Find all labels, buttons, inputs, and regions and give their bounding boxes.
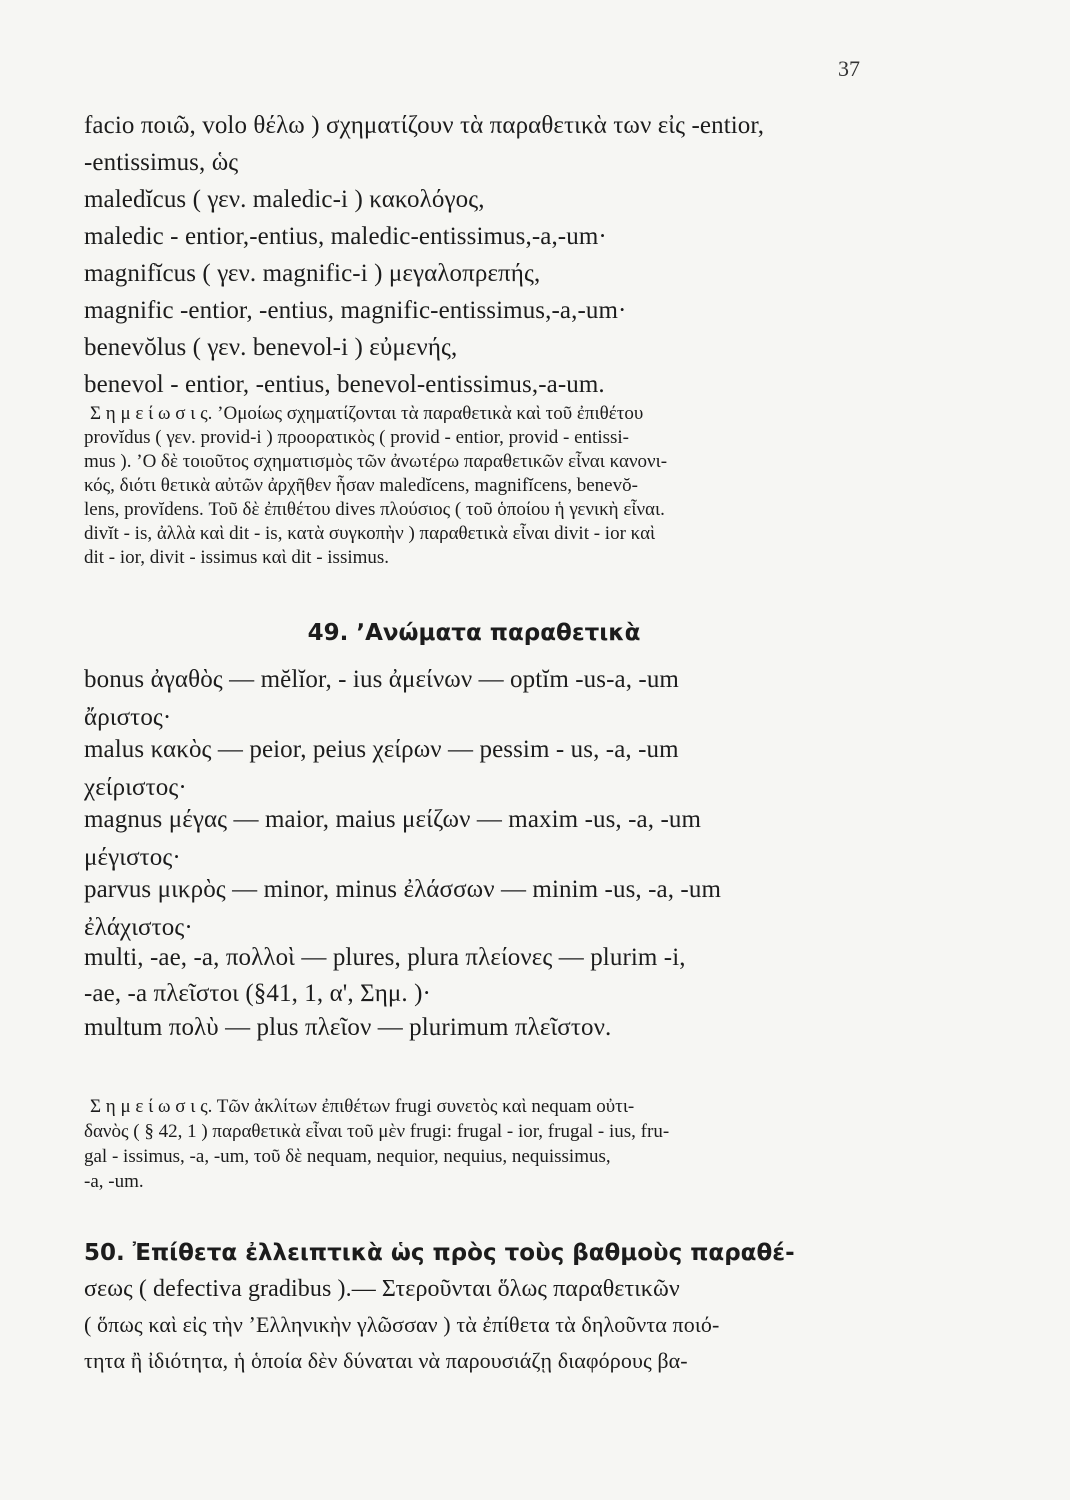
text-line: τητα ἢ ἰδιότητα, ἡ ὁποία δὲν δύναται νὰ παρουσιάζῃ διαφόρους βα- <box>84 1348 688 1373</box>
note-line: δανὸς ( § 42, 1 ) παραθετικὰ εἶναι τοῦ μὲν frugi: frugal - ior, frugal - ius, fru- <box>84 1121 670 1142</box>
text-line: maledic - entior,-entius, maledic-entissimus,-a,-um· <box>84 223 607 250</box>
text-line: ἐλάχιστος· <box>84 914 193 941</box>
note-line: Σ η μ ε ί ω σ ι ς. Τῶν ἀκλίτων ἐπιθέτων frugi συνετὸς καὶ nequam οὐτι- <box>90 1096 635 1117</box>
note-line: -a, -um. <box>84 1171 144 1192</box>
text-line: σεως ( defectiva gradibus ).— Στεροῦνται ὅλως παραθετικῶν <box>84 1276 680 1302</box>
note-line: lens, provĭdens. Τοῦ δὲ ἐπιθέτου dives πλούσιος ( τοῦ ὁποίου ἡ γενικὴ εἶναι. <box>84 499 665 520</box>
text-line: bonus ἀγαθὸς — mĕlĭor, - ius ἀμείνων — optĭm -us-a, -um <box>84 666 679 693</box>
note-line: Σ η μ ε ί ω σ ι ς. ʼΟμοίως σχηματίζονται τὰ παραθετικὰ καὶ τοῦ ἐπιθέτου <box>90 403 644 424</box>
text-line: χείριστος· <box>84 774 187 801</box>
note-line: dit - ior, divit - issimus καὶ dit - issimus. <box>84 547 390 568</box>
note-line: mus ). ʼΟ δὲ τοιοῦτος σχηματισμὸς τῶν ἀνωτέρω παραθετικῶν εἶναι κανονι- <box>84 451 668 472</box>
note-line: divĭt - is, ἀλλὰ καὶ dit - is, κατὰ συγκοπὴν ) παραθετικὰ εἶναι divit - ior καὶ <box>84 523 656 544</box>
text-line: μέγιστος· <box>84 844 181 871</box>
text-line: -entissimus, ὡς <box>84 149 239 176</box>
text-line: -ae, -a πλεῖστοι (§41, 1, α', Σημ. )· <box>84 980 431 1007</box>
text-line: ( ὅπως καὶ εἰς τὴν ʼΕλληνικὴν γλῶσσαν ) τὰ ἐπίθετα τὰ δηλοῦντα ποιό- <box>84 1312 720 1337</box>
text-line: ἄριστος· <box>84 704 172 731</box>
text-line: magnifĭcus ( γεν. magnific-i ) μεγαλοπρεπής, <box>84 260 541 287</box>
note-line: κός, διότι θετικὰ αὐτῶν ἀρχῆθεν ἦσαν maledĭcens, magnifĭcens, benevŏ- <box>84 475 638 496</box>
text-line: benevol - entior, -entius, benevol-entissimus,-a-um. <box>84 371 605 398</box>
text-line: multi, -ae, -a, πολλοὶ — plures, plura πλείονες — plurim -i, <box>84 944 686 971</box>
section-heading: 49. ʼΑνώματα παραθετικὰ <box>307 620 641 646</box>
text-line: multum πολὺ — plus πλεῖον — plurimum πλεῖστον. <box>84 1014 612 1041</box>
text-line: benevŏlus ( γεν. benevol-i ) εὐμενής, <box>84 334 458 361</box>
text-line: facio ποιῶ, volo θέλω ) σχηματίζουν τὰ παραθετικὰ των εἰς -entior, <box>84 112 765 139</box>
page-number: 37 <box>838 56 860 81</box>
note-line: provĭdus ( γεν. provid-i ) προορατικὸς ( provid - entior, provid - entissi- <box>84 427 629 448</box>
note-line: gal - issimus, -a, -um, τοῦ δὲ nequam, nequior, nequius, nequissimus, <box>84 1146 611 1167</box>
text-line: magnus μέγας — maior, maius μείζων — maxim -us, -a, -um <box>84 806 702 833</box>
text-line: malus κακὸς — peior, peius χείρων — pessim - us, -a, -um <box>84 736 679 763</box>
section-heading-line: 50. Ἐπίθετα ἐλλειπτικὰ ὡς πρὸς τοὺς βαθμοὺς παραθέ- <box>84 1240 795 1266</box>
text-line: parvus μικρὸς — minor, minus ἐλάσσων — minim -us, -a, -um <box>84 876 721 903</box>
text-line: magnific -entior, -entius, magnific-entissimus,-a,-um· <box>84 297 627 324</box>
text-line: maledĭcus ( γεν. maledic-i ) κακολόγος, <box>84 186 485 213</box>
